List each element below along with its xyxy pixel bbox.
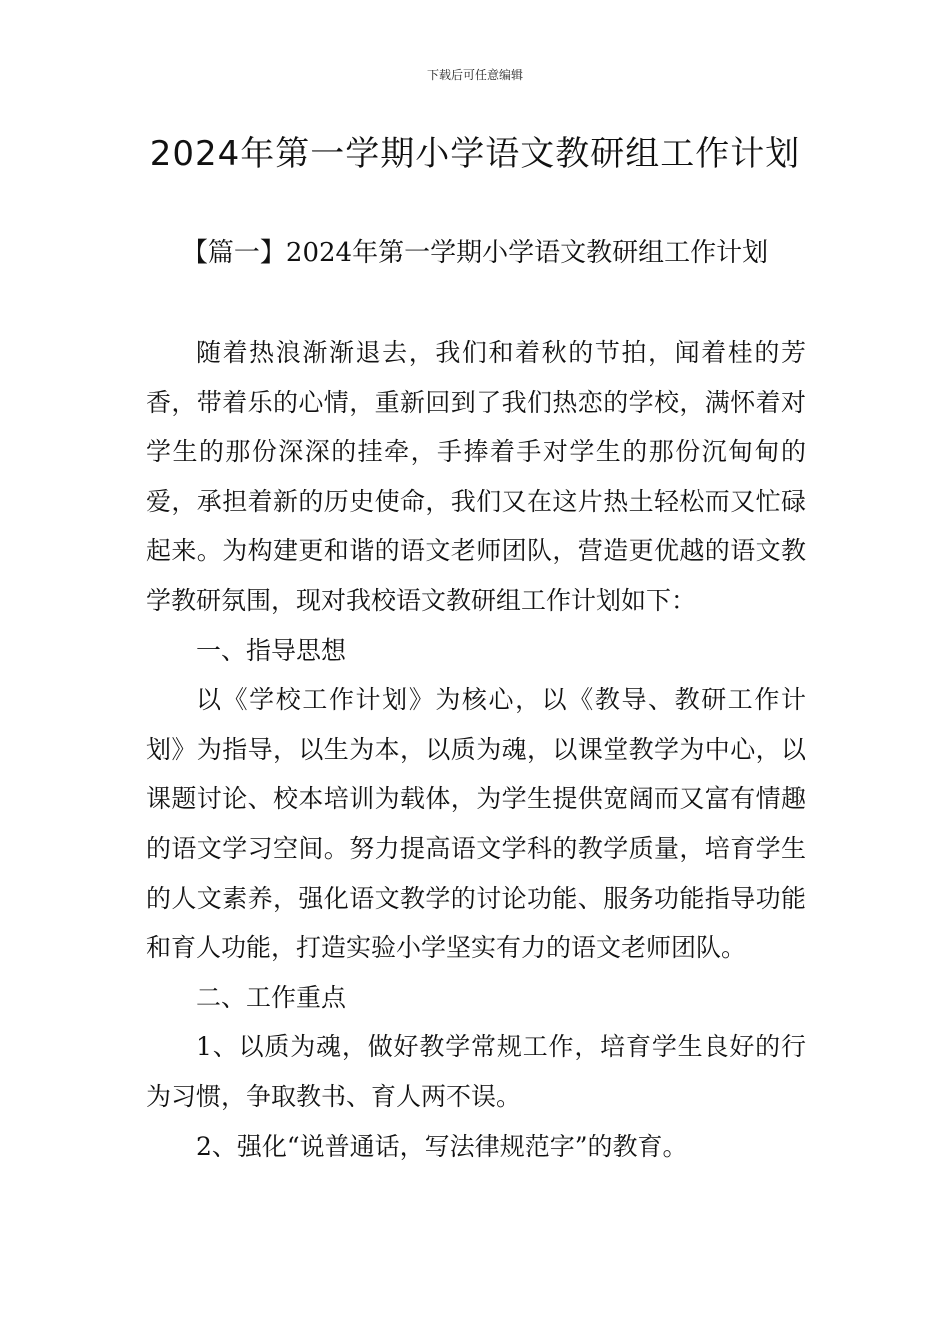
document-body: [146, 328, 806, 1171]
paragraph-focus-item-2: 2、强化“说普通话，写法律规范字”的教育。: [196, 1131, 688, 1161]
section-heading-guiding-thought: 一、指导思想: [196, 635, 347, 665]
document-title: 2024年第一学期小学语文教研组工作计划: [149, 134, 801, 174]
paragraph-intro: 随着热浪渐渐退去，我们和着秋的节拍，闻着桂的芳香，带着乐的心情，重新回到了我们热恋的学校，满怀着对学生的那份深深的挂牵，手捧着手对学生的那份沉甸甸的爱，承担着新的历史使命，我们又在这片热土轻松而又忙碌起来。为构建更和谐的语文老师团队，营造更优越的语文教学教研氛围，现对我校语文教研组工作计划如下：: [146, 338, 806, 615]
section-heading-work-focus: 二、工作重点: [196, 982, 347, 1012]
header-note: 下载后可任意编辑: [426, 68, 523, 82]
paragraph-guiding-thought: 以《学校工作计划》为核心，以《教导、教研工作计划》为指导，以生为本，以质为魂，以课堂教学为中心，以课题讨论、校本培训为载体，为学生提供宽阔而又富有情趣的语文学习空间。努力提高语文学科的教学质量，培育学生的人文素养，强化语文教学的讨论功能、服务功能指导功能和育人功能，打造实验小学坚实有力的语文老师团队。: [146, 685, 806, 963]
paragraph-focus-item-1: 1、以质为魂，做好教学常规工作，培育学生良好的行为习惯，争取教书、育人两不误。: [146, 1032, 806, 1111]
document-subtitle: 【篇一】2024年第一学期小学语文教研组工作计划: [181, 238, 769, 268]
